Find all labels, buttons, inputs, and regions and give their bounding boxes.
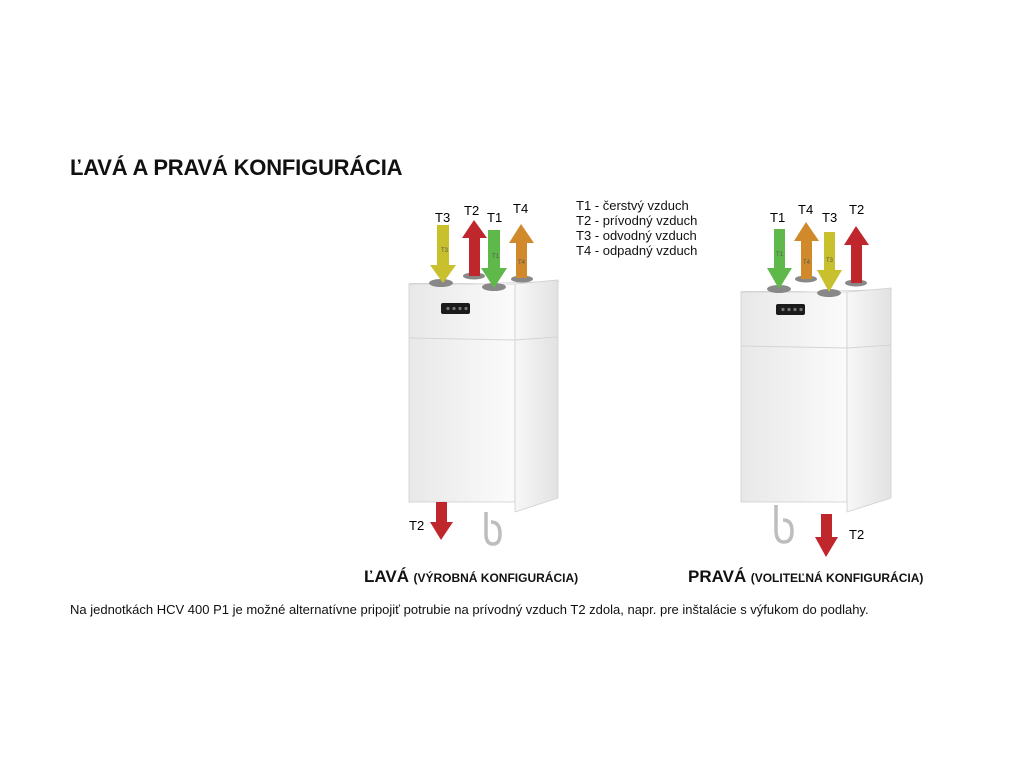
right-config-caption: [688, 567, 923, 587]
legend-item-t3: T3 - odvodný vzduch: [576, 228, 697, 243]
left-arrow-t3: [430, 225, 456, 283]
right-drain-pipe: [776, 505, 792, 542]
legend-item-t4: T4 - odpadný vzduch: [576, 243, 698, 258]
right-unit: [740, 202, 893, 557]
right-config-name: PRAVÁ: [688, 567, 747, 586]
footnote: Na jednotkách HCV 400 P1 je možné alternatívne pripojiť potrubie na prívodný vzduch T2 zdola, napr. pre inštalácie s výfukom do podlahy.: [70, 602, 869, 617]
left-label-t3: T3: [435, 210, 451, 225]
left-arrow-t3-tag: T3: [441, 248, 449, 254]
left-drain-pipe: [486, 512, 500, 544]
left-label-bottom-t2: T2: [409, 518, 425, 533]
legend-item-t2: T2 - prívodný vzduch: [576, 213, 698, 228]
right-label-t1: T1: [770, 210, 786, 225]
right-arrow-t2: [844, 226, 869, 283]
left-arrow-t4-tag: T4: [518, 260, 526, 266]
legend-item-t1: T1 - čerstvý vzduch: [576, 198, 689, 213]
right-unit-front: [741, 292, 847, 502]
left-label-t1: T1: [487, 210, 503, 225]
right-config-subtitle: (VOLITEĽNÁ KONFIGURÁCIA): [750, 571, 924, 585]
left-unit-side: [515, 280, 558, 512]
right-label-t4: T4: [798, 202, 814, 217]
left-unit-front: [409, 284, 515, 502]
left-arrow-t4: [509, 224, 534, 278]
left-arrow-t2: [462, 220, 487, 276]
left-label-t4: T4: [513, 201, 529, 216]
left-config-subtitle: (VÝROBNÁ KONFIGURÁCIA): [413, 571, 579, 585]
right-arrow-t4: [794, 222, 819, 279]
left-unit: [408, 201, 560, 544]
right-label-bottom-t2: T2: [849, 527, 865, 542]
left-config-caption: [364, 567, 578, 587]
left-config-name: ĽAVÁ: [364, 567, 410, 586]
left-label-t2: T2: [464, 203, 480, 218]
right-arrow-t1-tag: T1: [776, 252, 784, 258]
right-unit-side: [847, 288, 891, 512]
page-title: ĽAVÁ A PRAVÁ KONFIGURÁCIA: [70, 155, 403, 180]
right-label-t2: T2: [849, 202, 865, 217]
right-arrow-t2-bottom: [815, 514, 838, 557]
right-arrow-t4-tag: T4: [803, 260, 811, 266]
left-arrow-t1-tag: T1: [492, 254, 500, 260]
right-label-t3: T3: [822, 210, 838, 225]
left-arrow-t2-bottom: [430, 502, 453, 540]
right-arrow-t3-tag: T3: [826, 258, 834, 264]
right-arrow-t1: [767, 229, 792, 289]
